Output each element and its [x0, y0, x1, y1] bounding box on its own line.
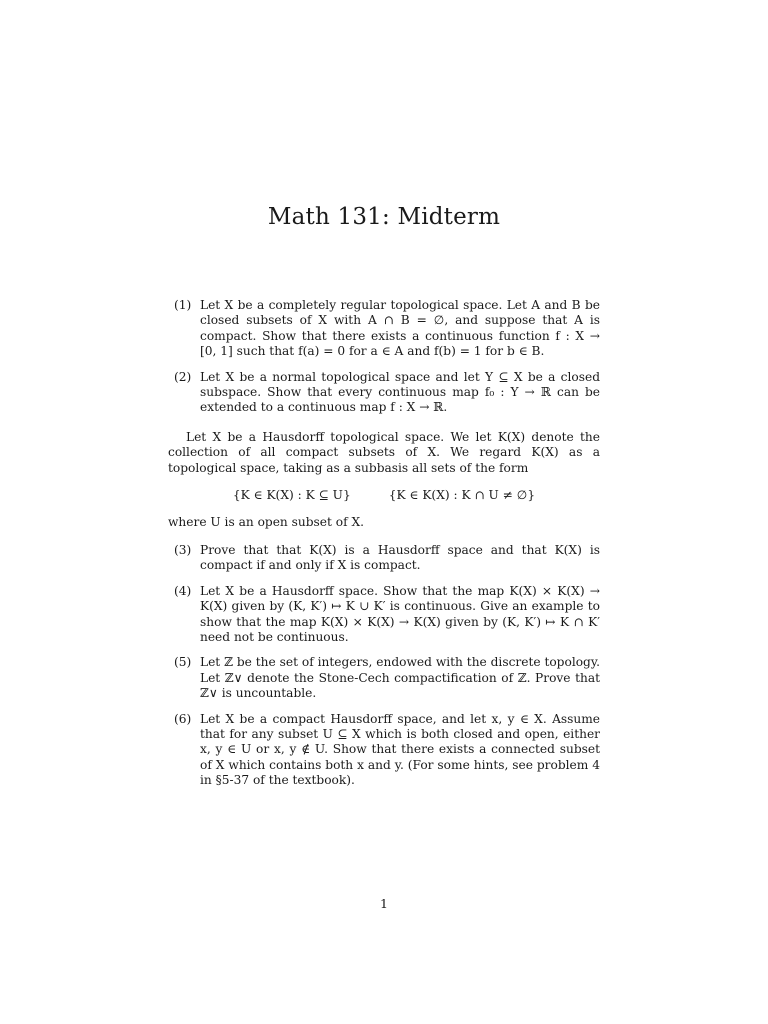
- problem-6: [168, 712, 600, 789]
- problem-1: [168, 298, 600, 360]
- problem-text: Let X be a normal topological space and let Y ⊆ X be a closed subspace. Show that every continuous map f₀ : Y → ℝ can be extended to a continuous map f : X → ℝ.: [200, 369, 600, 415]
- problem-text: Let X be a completely regular topological space. Let A and B be closed subsets of X with A ∩ B = ∅, and suppose that A is compact. Show that there exists a continuous function f : X → [0, 1] such that f(a) = 0 for a ∈ A and f(b) = 1 for b ∈ B.: [200, 298, 600, 359]
- problem-number: (1): [174, 298, 192, 312]
- subbasis-set-intersect: {K ∈ K(X) : K ∩ U ≠ ∅}: [388, 488, 536, 503]
- page-title: Math 131: Midterm: [267, 204, 501, 230]
- problem-number: (2): [174, 369, 192, 384]
- intro-paragraph: Let X be a Hausdorff topological space. We let K(X) denote the collection of all compact subsets of X. We regard K(X) as a topological space, taking as a subbasis all sets of the form: [168, 429, 600, 475]
- problem-number: (3): [174, 542, 192, 557]
- problem-3: [168, 543, 600, 574]
- problem-text: Let ℤ be the set of integers, endowed with the discrete topology. Let ℤ∨ denote the Stone-Cech compactification of ℤ. Prove that ℤ∨ is uncountable.: [200, 655, 600, 701]
- problem-number: (6): [174, 711, 192, 726]
- display-equation: [168, 488, 600, 503]
- problem-2: [168, 370, 600, 416]
- subbasis-set-subset: {K ∈ K(X) : K ⊆ U}: [232, 488, 351, 503]
- problem-number: (5): [174, 655, 192, 670]
- problem-text: Prove that that K(X) is a Hausdorff space and that K(X) is compact if and only if X is compact.: [200, 542, 600, 573]
- problem-number: (4): [174, 583, 192, 598]
- where-clause: where U is an open subset of X.: [168, 515, 365, 530]
- problem-4: [168, 584, 600, 646]
- problem-text: Let X be a compact Hausdorff space, and let x, y ∈ X. Assume that for any subset U ⊆ X which is both closed and open, either x, y ∈ U or x, y ∉ U. Show that there exists a connected subset of X which contains both x and y. (For some hints, see problem 4 in §5-37 of the textbook).: [200, 711, 600, 788]
- document-body: [168, 298, 600, 799]
- problem-5: [168, 655, 600, 701]
- problem-text: Let X be a Hausdorff space. Show that the map K(X) × K(X) → K(X) given by (K, K′) ↦ K ∪ K′ is continuous. Give an example to show that the map K(X) × K(X) → K(X) given by (K, K′) ↦ K ∩ K′ need not be continuous.: [200, 583, 600, 644]
- page-number: 1: [380, 896, 388, 911]
